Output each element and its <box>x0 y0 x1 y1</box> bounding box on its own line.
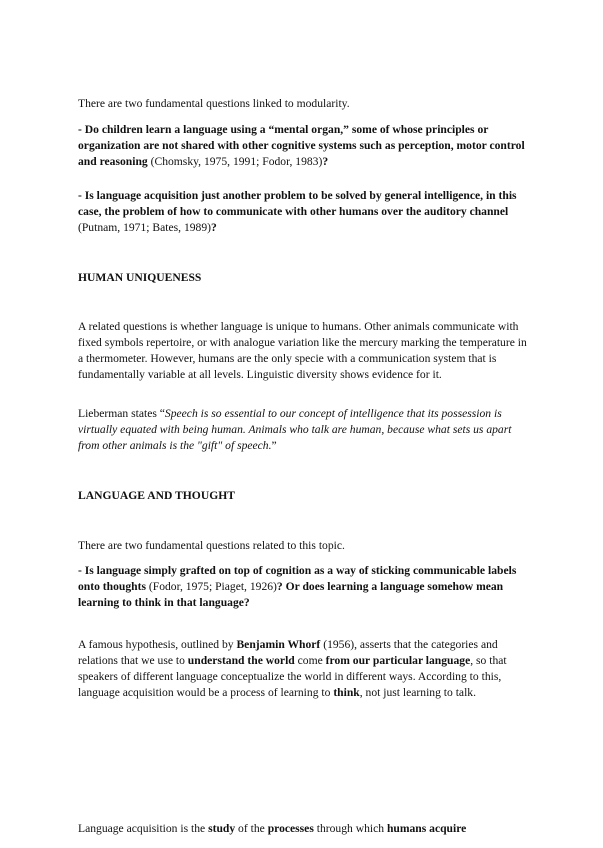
whorf-paragraph: A famous hypothesis, outlined by Benjamin Whorf (1956), asserts that the categories and relations that we use to understand the world come from our particular language, so that speakers of different language conceptualize the world in different ways. According to this, language acquisition would be a process of learning to think, not just learning to talk. <box>78 638 507 699</box>
whorf-name: Benjamin Whorf <box>236 638 321 651</box>
thought-citation: (Fodor, 1975; Piaget, 1926) <box>145 580 277 593</box>
lieberman-quote: Speech is so essential to our concept of intelligence that its possession is virtually equated with being human. Animals who talk are human, because what sets us apart from other animals is the "gift" of speech. <box>78 407 512 452</box>
modularity-intro: There are two fundamental questions linked to modularity. <box>78 97 350 110</box>
thought-question: - Is language simply grafted on top of cognition as a way of sticking communicable labels onto thoughts (Fodor, 1975; Piaget, 1926)? Or does learning a language somehow mean learning to think in that language? <box>78 564 517 609</box>
heading-language-and-thought: LANGUAGE AND THOUGHT <box>78 489 235 502</box>
modularity-question-1: - Do children learn a language using a “mental organ,” some of whose principles or organization are not shared with other cognitive systems such as perception, motor control and reasoning (Chomsky, 1975, 1991; Fodor, 1983)? <box>78 123 525 168</box>
lieberman-quote-paragraph: Lieberman states “Speech is so essential to our concept of intelligence that its possession is virtually equated with being human. Animals who talk are human, because what sets us apart from other animals is the "gift" of speech.” <box>78 407 512 452</box>
question-2-text: - Is language acquisition just another problem to be solved by general intelligence, in this case, the problem of how to communicate with other humans over the auditory channel <box>78 189 517 218</box>
closing-paragraph: Language acquisition is the study of the processes through which humans acquire <box>78 822 467 835</box>
question-1-text: - Do children learn a language using a “mental organ,” some of whose principles or organization are not shared with other cognitive systems such as perception, motor control and reasoning <box>78 123 525 168</box>
uniqueness-paragraph: A related questions is whether language is unique to humans. Other animals communicate with fixed symbols repertoire, or with analogue variation like the mercury marking the temperature in a thermometer. However, humans are the only specie with a communication system that is fundamentally variable at all levels. Linguistic diversity shows evidence for it. <box>78 320 527 381</box>
question-1-citation: (Chomsky, 1975, 1991; Fodor, 1983) <box>147 155 323 168</box>
thought-intro: There are two fundamental questions related to this topic. <box>78 539 345 552</box>
question-2-citation: (Putnam, 1971; Bates, 1989) <box>78 221 211 234</box>
modularity-question-2: - Is language acquisition just another problem to be solved by general intelligence, in this case, the problem of how to communicate with other humans over the auditory channel (Putnam, 1971; Bates, 1989)? <box>78 189 517 234</box>
heading-human-uniqueness: HUMAN UNIQUENESS <box>78 271 202 284</box>
